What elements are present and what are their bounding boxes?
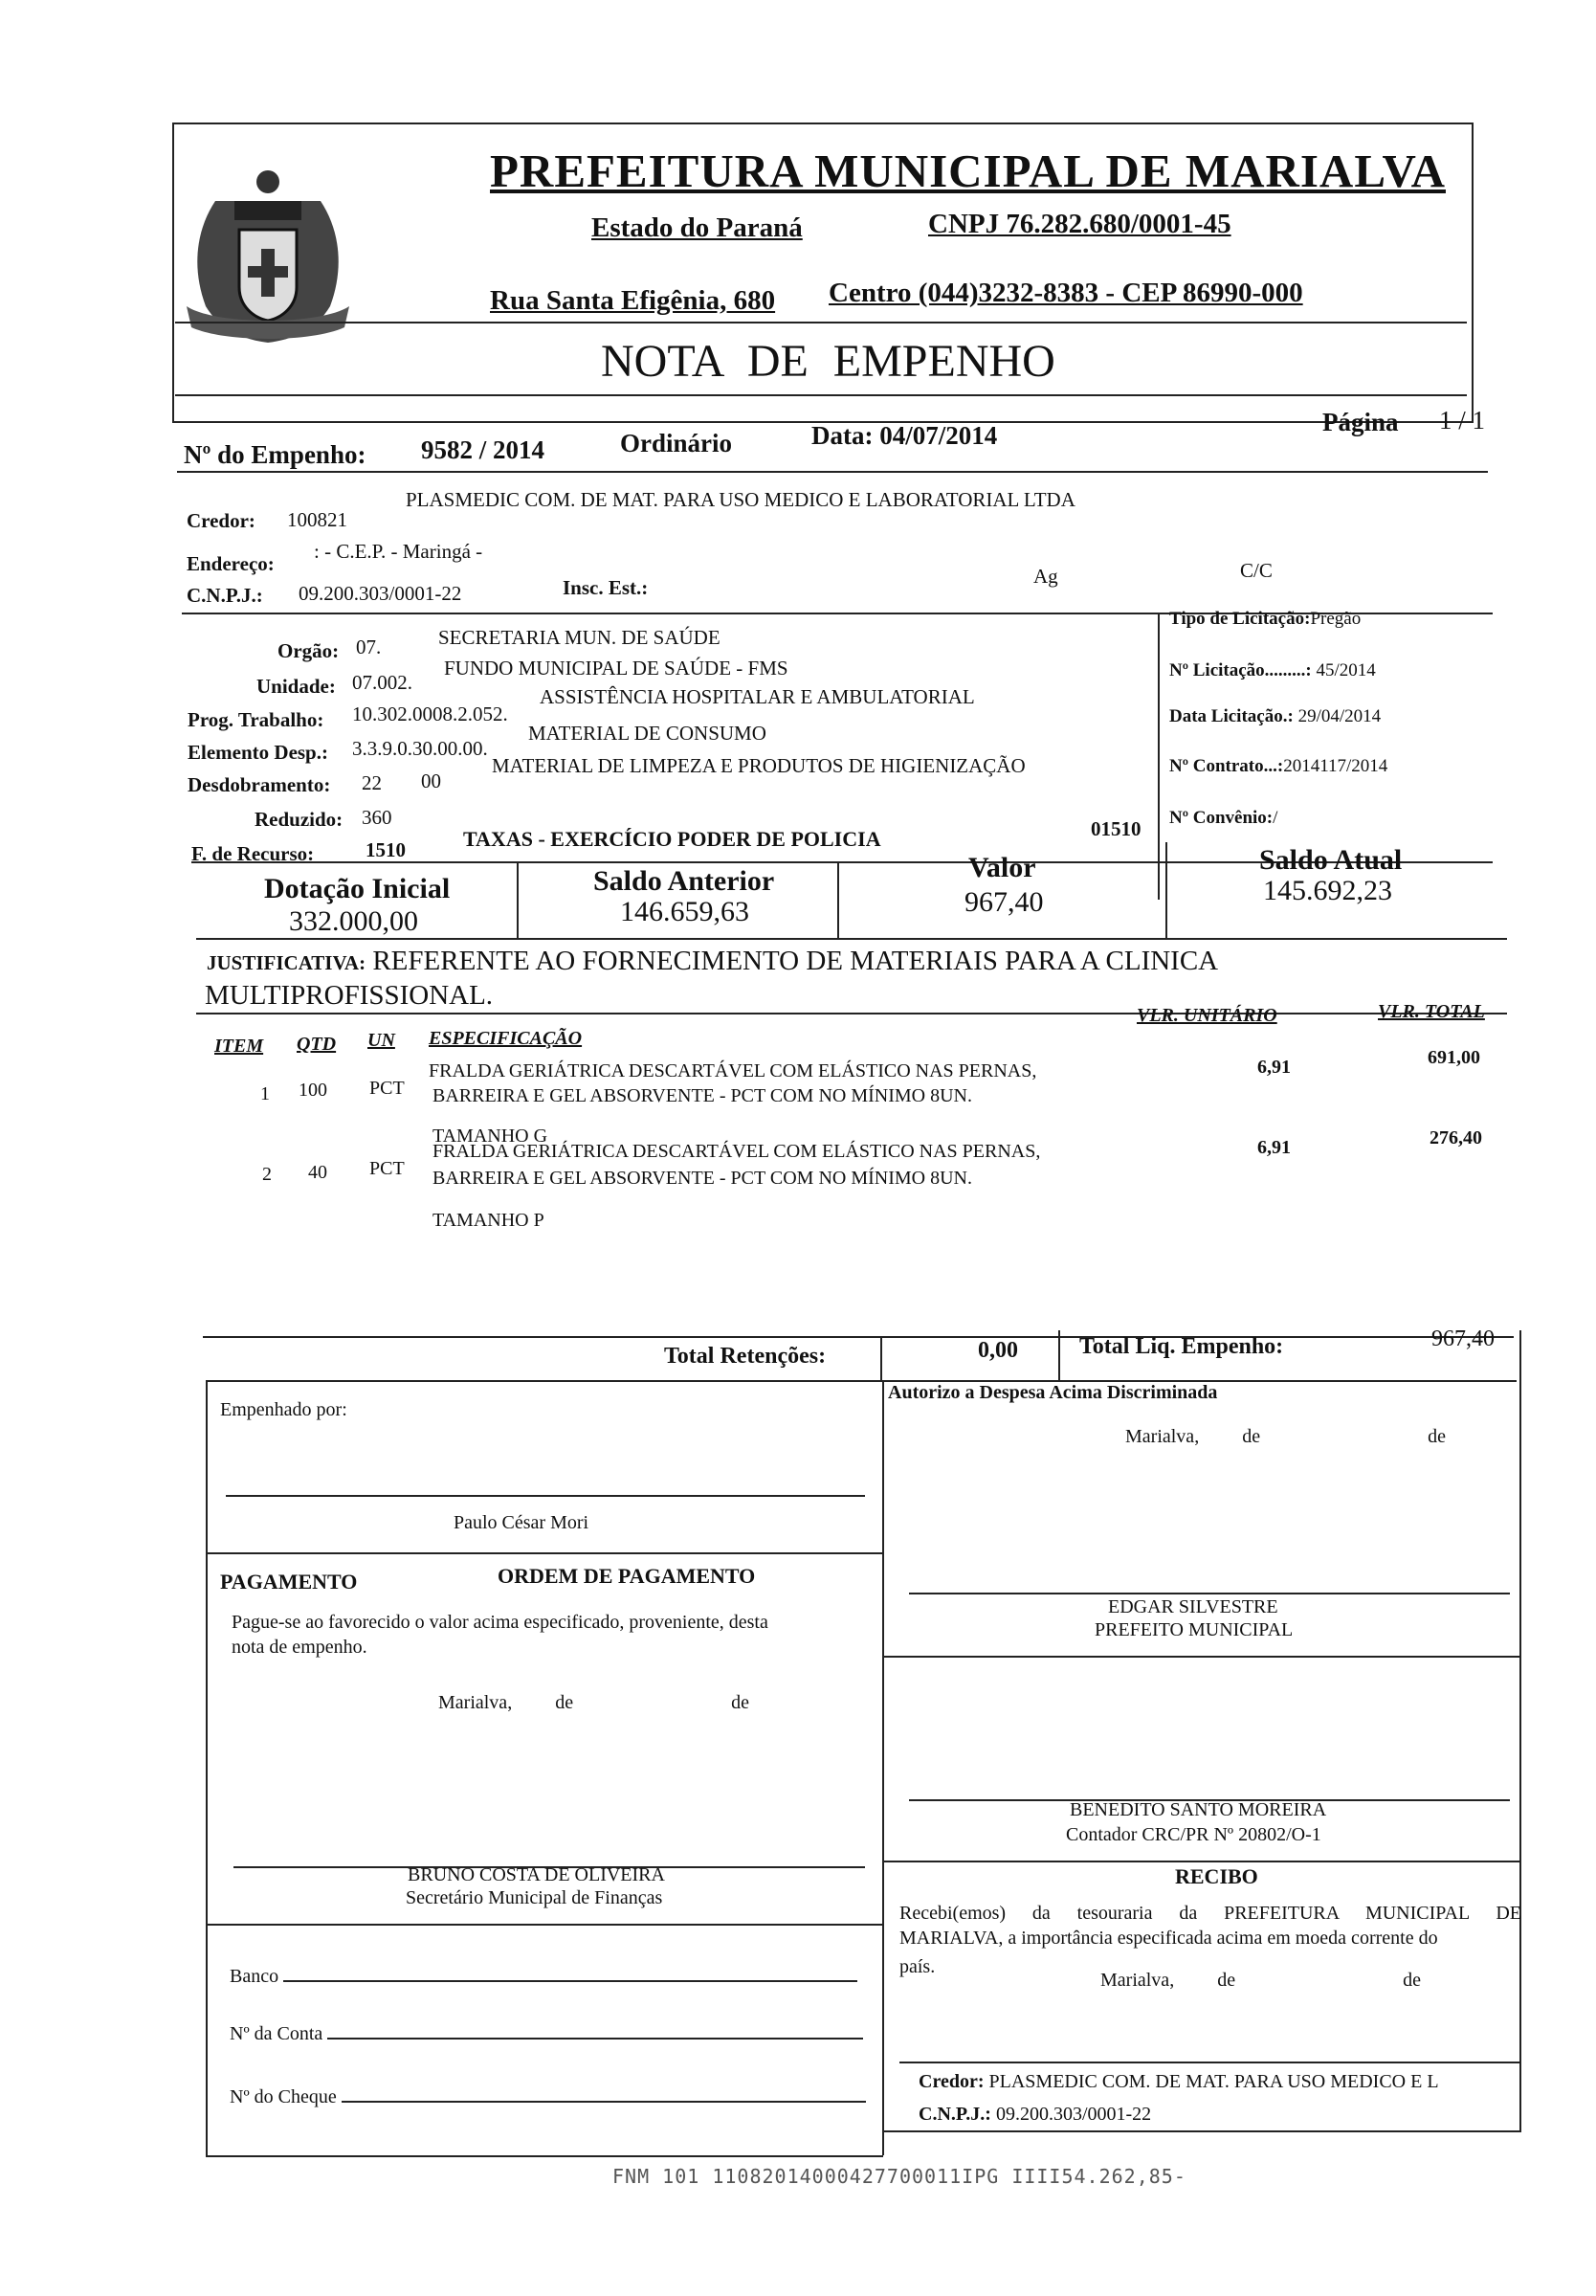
item-1-spec-line3: TAMANHO G — [432, 1126, 548, 1147]
num-contrato-value: 2014117/2014 — [1283, 756, 1388, 776]
recibo-city: Marialva, — [1100, 1970, 1175, 1991]
reduzido-value: 360 — [362, 806, 392, 829]
edgar-signature-line — [909, 1593, 1510, 1594]
item-1-qtd: 100 — [299, 1080, 327, 1101]
totals-top-line — [203, 1336, 1514, 1338]
justificativa-label: JUSTIFICATIVA: — [207, 951, 366, 974]
col-vlr-unit-header: VLR. UNITÁRIO — [1137, 1005, 1277, 1026]
num-contrato-label: Nº Contrato...: — [1169, 756, 1284, 776]
street-address: Rua Santa Efigênia, 680 — [490, 285, 776, 316]
recibo-text-3: país. — [899, 1956, 936, 1977]
desdobramento-desc: MATERIAL DE LIMPEZA E PRODUTOS DE HIGIENIZAÇÃO — [492, 754, 1026, 777]
recibo-credor-name: PLASMEDIC COM. DE MAT. PARA USO MEDICO E L — [988, 2071, 1439, 2092]
footer-bottom-line-left — [206, 2155, 883, 2157]
col-espec-header: ESPECIFICAÇÃO — [429, 1028, 583, 1049]
tipo-licitacao-label: Tipo de Licitação: — [1169, 609, 1311, 629]
benedito-name: BENEDITO SANTO MOREIRA — [1070, 1799, 1327, 1820]
dotacao-inicial-value: 332.000,00 — [289, 905, 418, 937]
justificativa-text-1: REFERENTE AO FORNECIMENTO DE MATERIAIS PARA A CLINICA — [372, 946, 1219, 976]
item-1-spec-line2: BARREIRA E GEL ABSORVENTE - PCT COM NO MÍNIMO 8UN. — [432, 1085, 972, 1106]
justificativa-line1 — [207, 946, 1218, 977]
banco-input[interactable] — [283, 1980, 857, 1982]
saldo-anterior-label: Saldo Anterior — [593, 865, 775, 897]
tipo-licitacao — [1169, 609, 1361, 630]
pague-line1: Pague-se ao favorecido o valor acima especificado, proveniente, desta — [232, 1612, 768, 1633]
conta-input[interactable] — [327, 2038, 863, 2040]
contador-title: Contador CRC/PR Nº 20802/O-1 — [1066, 1824, 1321, 1845]
saldo-anterior-value: 146.659,63 — [620, 896, 749, 927]
doc-title: NOTA DE EMPENHO — [601, 336, 1055, 387]
desdobramento-label: Desdobramento: — [188, 773, 331, 796]
banco-top-line — [206, 1924, 883, 1926]
justificativa-text-2: MULTIPROFISSIONAL. — [205, 980, 494, 1011]
ordem-de-2: de — [731, 1692, 749, 1713]
ordem-city: Marialva, — [438, 1692, 513, 1713]
credor-code: 100821 — [287, 508, 347, 531]
item-2-spec-line1: FRALDA GERIÁTRICA DESCARTÁVEL COM ELÁSTICO NAS PERNAS, — [432, 1141, 1041, 1162]
footer-left-border — [206, 1380, 208, 2155]
recibo-de-1: de — [1217, 1970, 1236, 1991]
recurso-desc: TAXAS - EXERCÍCIO PODER DE POLICIA — [463, 827, 881, 851]
unidade-label: Unidade: — [256, 675, 336, 698]
address-contact: Centro (044)3232-8383 - CEP 86990-000 — [829, 278, 1303, 308]
recibo-credor-line — [899, 2062, 1519, 2063]
conta-field — [230, 2023, 863, 2045]
bruno-name: BRUNO COSTA DE OLIVEIRA — [408, 1864, 665, 1885]
recibo-top-line — [882, 1861, 1521, 1862]
autorizo-date — [1125, 1426, 1446, 1448]
recibo-text-2: MARIALVA, a importância especificada acima em moeda corrente do — [899, 1928, 1438, 1949]
item-2-un: PCT — [369, 1158, 405, 1179]
num-licitacao-value: 45/2014 — [1316, 660, 1376, 680]
recibo-cnpj — [919, 2104, 1151, 2126]
page-label: Página — [1322, 408, 1399, 436]
item-1-number: 1 — [260, 1083, 270, 1104]
col-item-header: ITEM — [214, 1036, 264, 1057]
edgar-name: EDGAR SILVESTRE — [1108, 1596, 1278, 1617]
saldo-atual-value: 145.692,23 — [1263, 875, 1392, 906]
prog-trabalho-code: 10.302.0008.2.052. — [352, 702, 508, 725]
pague-line2: nota de empenho. — [232, 1637, 367, 1658]
item-1-total: 691,00 — [1428, 1047, 1480, 1068]
credor-top-line — [177, 471, 1488, 473]
bruno-title: Secretário Municipal de Finanças — [406, 1887, 663, 1908]
item-2-qtd: 40 — [308, 1162, 327, 1183]
data-licitacao-label: Data Licitação.: — [1169, 706, 1294, 726]
paulo-signature-line — [226, 1495, 865, 1497]
cc-label: C/C — [1240, 559, 1273, 582]
ag-label: Ag — [1033, 565, 1058, 588]
saldos-div-2 — [837, 861, 839, 938]
page-value: 1 / 1 — [1439, 406, 1486, 435]
empenhado-por-label: Empenhado por: — [220, 1399, 347, 1420]
credor-label: Credor: — [187, 509, 255, 532]
recibo-credor — [919, 2071, 1439, 2093]
col-qtd-header: QTD — [297, 1034, 337, 1055]
total-retencoes-label: Total Retenções: — [664, 1344, 827, 1369]
prefeito-title: PREFEITO MUNICIPAL — [1095, 1619, 1294, 1640]
barcode-text: FNM 101 11082014000427700011IPG IIII54.262,85- — [612, 2165, 1186, 2188]
num-convenio-value: / — [1273, 808, 1278, 828]
desdobramento-code: 22 — [362, 771, 382, 794]
endereco-value: : - C.E.P. - Maringá - — [314, 540, 483, 563]
valor-value: 967,40 — [964, 886, 1044, 918]
col-un-header: UN — [367, 1030, 395, 1051]
prog-trabalho-desc: ASSISTÊNCIA HOSPITALAR E AMBULATORIAL — [540, 685, 975, 708]
tipo-licitacao-value: Pregão — [1310, 609, 1362, 629]
insc-est-label: Insc. Est.: — [563, 576, 649, 599]
valor-label: Valor — [968, 852, 1036, 883]
cheque-field — [230, 2086, 866, 2108]
total-liq-label: Total Liq. Empenho: — [1079, 1334, 1284, 1359]
recibo-de-2: de — [1403, 1970, 1421, 1991]
num-licitacao — [1169, 660, 1376, 681]
conta-label: Nº da Conta — [230, 2023, 323, 2044]
autorizo-de-2: de — [1428, 1426, 1446, 1447]
credor-cnpj-value: 09.200.303/0001-22 — [299, 582, 462, 605]
state-name: Estado do Paraná — [591, 212, 803, 243]
item-2-number: 2 — [262, 1164, 272, 1185]
elemento-label: Elemento Desp.: — [188, 741, 328, 764]
saldos-div-1 — [517, 863, 519, 938]
recurso-code2: 01510 — [1091, 817, 1142, 840]
elemento-desc: MATERIAL DE CONSUMO — [528, 722, 766, 745]
recurso-label: F. de Recurso: — [191, 842, 315, 865]
cnpj-number: CNPJ 76.282.680/0001-45 — [928, 209, 1231, 239]
recibo-cnpj-label: C.N.P.J.: — [919, 2104, 991, 2125]
empenho-number-label: Nº do Empenho: — [184, 440, 366, 469]
total-retencoes-value: 0,00 — [978, 1338, 1018, 1363]
licitacao-divider — [1158, 613, 1160, 900]
orgao-desc: SECRETARIA MUN. DE SAÚDE — [438, 626, 720, 649]
contador-top-line — [882, 1656, 1521, 1658]
desdobramento-code2: 00 — [421, 769, 441, 792]
endereco-label: Endereço: — [187, 552, 275, 575]
col-vlr-total-header: VLR. TOTAL — [1378, 1001, 1485, 1022]
saldos-div-3 — [1165, 842, 1167, 938]
total-liq-value: 967,40 — [1431, 1326, 1495, 1351]
recibo-date — [1100, 1970, 1421, 1992]
empenho-type: Ordinário — [620, 429, 733, 457]
num-convenio — [1169, 808, 1277, 829]
pagamento-top-line — [206, 1552, 883, 1554]
cheque-label: Nº do Cheque — [230, 2086, 337, 2107]
footer-bottom-line-right — [882, 2130, 1521, 2132]
num-convenio-label: Nº Convênio: — [1169, 808, 1274, 828]
ordem-de-1: de — [555, 1692, 574, 1713]
autorizo-label: Autorizo a Despesa Acima Discriminada — [888, 1382, 1218, 1403]
banco-label: Banco — [230, 1966, 279, 1987]
data-licitacao — [1169, 706, 1381, 727]
dotacao-inicial-label: Dotação Inicial — [264, 873, 451, 904]
autorizo-city: Marialva, — [1125, 1426, 1200, 1447]
data-licitacao-value: 29/04/2014 — [1297, 706, 1382, 726]
autorizo-de-1: de — [1242, 1426, 1261, 1447]
item-2-spec-line2: BARREIRA E GEL ABSORVENTE - PCT COM NO MÍNIMO 8UN. — [432, 1168, 972, 1189]
totals-bottom-line — [206, 1380, 1517, 1382]
saldo-atual-label: Saldo Atual — [1259, 844, 1403, 876]
banco-field — [230, 1966, 857, 1988]
recurso-code: 1510 — [366, 838, 406, 861]
footer-right-border — [1519, 1330, 1521, 2130]
pagamento-label: PAGAMENTO — [220, 1570, 358, 1594]
totals-div-2 — [1058, 1330, 1060, 1380]
footer-center-divider — [882, 1380, 884, 2155]
unidade-desc: FUNDO MUNICIPAL DE SAÚDE - FMS — [444, 657, 788, 680]
saldos-bottom-line — [196, 938, 1507, 940]
ordem-pagamento-label: ORDEM DE PAGAMENTO — [498, 1564, 756, 1588]
num-contrato — [1169, 756, 1387, 777]
recibo-credor-label: Credor: — [919, 2071, 985, 2092]
orgao-code: 07. — [356, 635, 382, 658]
recibo-line1 — [899, 1903, 1521, 1925]
orgao-label: Orgão: — [277, 639, 340, 662]
cheque-input[interactable] — [342, 2101, 866, 2103]
credor-name: PLASMEDIC COM. DE MAT. PARA USO MEDICO E LABORATORIAL LTDA — [406, 488, 1075, 511]
item-2-unit-price: 6,91 — [1257, 1137, 1291, 1158]
prog-trabalho-label: Prog. Trabalho: — [188, 708, 324, 731]
num-licitacao-label: Nº Licitação.........: — [1169, 660, 1312, 680]
empenho-number-value: 9582 / 2014 — [421, 435, 545, 464]
item-2-total: 276,40 — [1430, 1127, 1482, 1148]
item-1-unit-price: 6,91 — [1257, 1057, 1291, 1078]
reduzido-label: Reduzido: — [255, 808, 344, 831]
paulo-name: Paulo César Mori — [454, 1512, 589, 1533]
items-top-line — [196, 1013, 1507, 1014]
empenho-date: Data: 04/07/2014 — [811, 421, 998, 450]
credor-cnpj-label: C.N.P.J.: — [187, 584, 263, 607]
elemento-code: 3.3.9.0.30.00.00. — [352, 737, 488, 760]
ordem-date — [438, 1692, 749, 1714]
recibo-title: RECIBO — [1175, 1864, 1258, 1888]
item-1-spec-line1: FRALDA GERIÁTRICA DESCARTÁVEL COM ELÁSTICO NAS PERNAS, — [429, 1060, 1037, 1081]
unidade-code: 07.002. — [352, 671, 412, 694]
recibo-cnpj-value: 09.200.303/0001-22 — [995, 2104, 1152, 2125]
totals-div-1 — [880, 1336, 882, 1380]
item-2-spec-line3: TAMANHO P — [432, 1210, 544, 1231]
item-1-un: PCT — [369, 1078, 405, 1099]
recibo-text-1: Recebi(emos) da tesouraria da PREFEITURA MUNICIPAL DE — [899, 1903, 1521, 1924]
municipality-title: PREFEITURA MUNICIPAL DE MARIALVA — [490, 145, 1446, 197]
